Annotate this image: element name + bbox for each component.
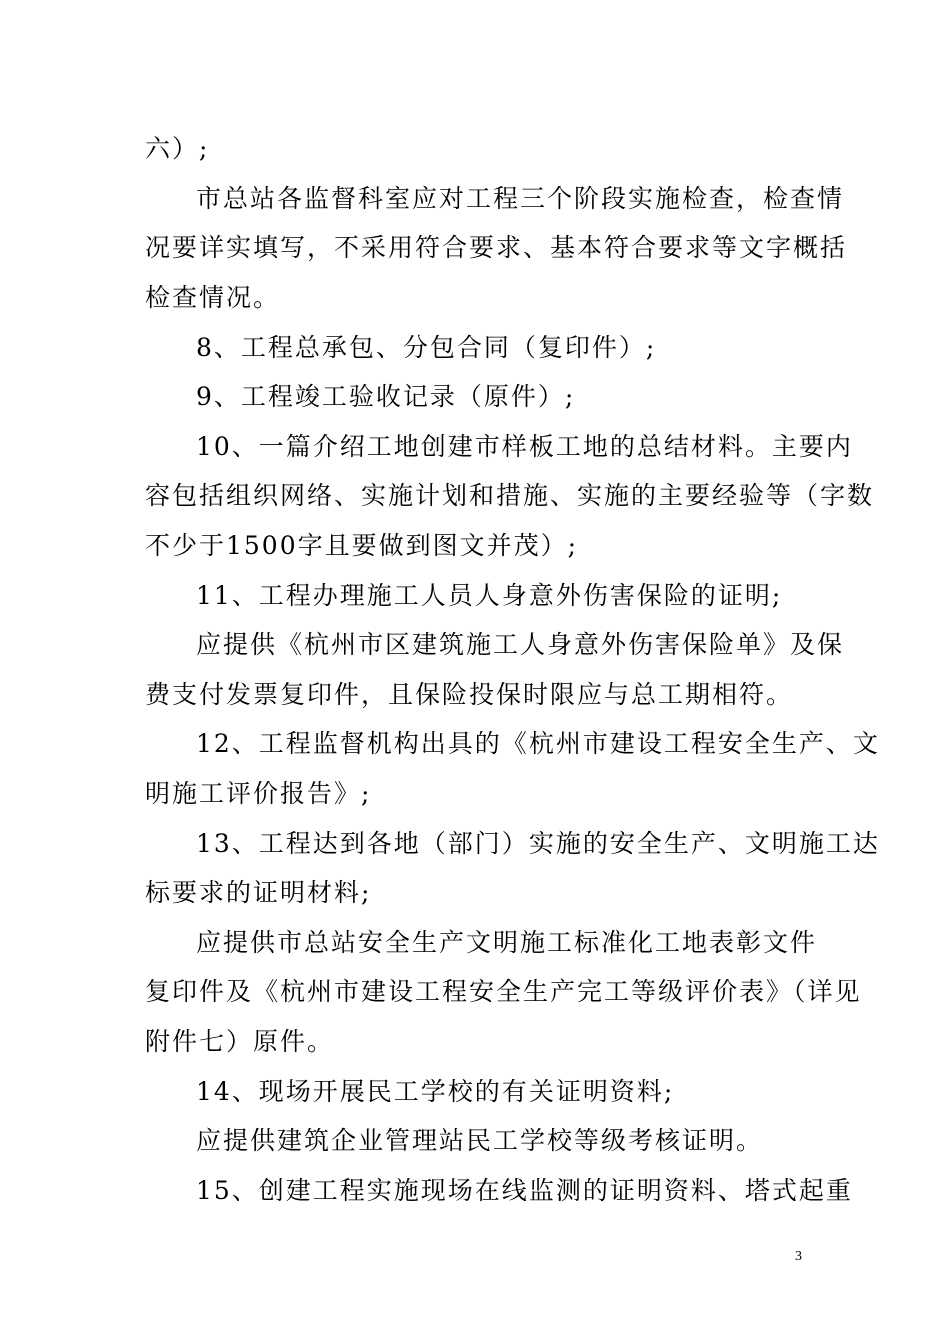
text-line: 15、创建工程实施现场在线监测的证明资料、塔式起重: [196, 1176, 853, 1205]
text-line: 8、工程总承包、分包合同（复印件）;: [196, 333, 657, 362]
text-line: 明施工评价报告》;: [145, 779, 372, 808]
text-line: 标要求的证明材料;: [145, 878, 372, 907]
page-number: 3: [795, 1249, 802, 1264]
text-line: 六）;: [145, 134, 210, 163]
text-line: 11、工程办理施工人员人身意外伤害保险的证明;: [196, 581, 783, 610]
text-line: 附件七）原件。: [145, 1027, 335, 1056]
text-line: 13、工程达到各地（部门）实施的安全生产、文明施工达: [196, 829, 880, 858]
text-line: 14、现场开展民工学校的有关证明资料;: [196, 1077, 675, 1106]
text-line: 费支付发票复印件，且保险投保时限应与总工期相符。: [145, 680, 794, 709]
text-line: 12、工程监督机构出具的《杭州市建设工程安全生产、文: [196, 729, 880, 758]
text-line: 10、一篇介绍工地创建市样板工地的总结材料。主要内: [196, 432, 853, 461]
text-line: 应提供市总站安全生产文明施工标准化工地表彰文件: [196, 928, 818, 957]
text-line: 检查情况。: [145, 283, 281, 312]
text-line: 容包括组织网络、实施计划和措施、实施的主要经验等（字数: [145, 481, 875, 510]
text-line: 应提供《杭州市区建筑施工人身意外伤害保险单》及保: [196, 630, 845, 659]
text-line: 市总站各监督科室应对工程三个阶段实施检查，检查情: [196, 184, 845, 213]
text-line: 况要详实填写，不采用符合要求、基本符合要求等文字概括: [145, 233, 848, 262]
text-line: 应提供建筑企业管理站民工学校等级考核证明。: [196, 1126, 764, 1155]
text-line: 复印件及《杭州市建设工程安全生产完工等级评价表》（详见: [145, 977, 862, 1006]
text-line: 不少于1500字且要做到图文并茂）;: [145, 531, 579, 560]
text-line: 9、工程竣工验收记录（原件）;: [196, 382, 576, 411]
